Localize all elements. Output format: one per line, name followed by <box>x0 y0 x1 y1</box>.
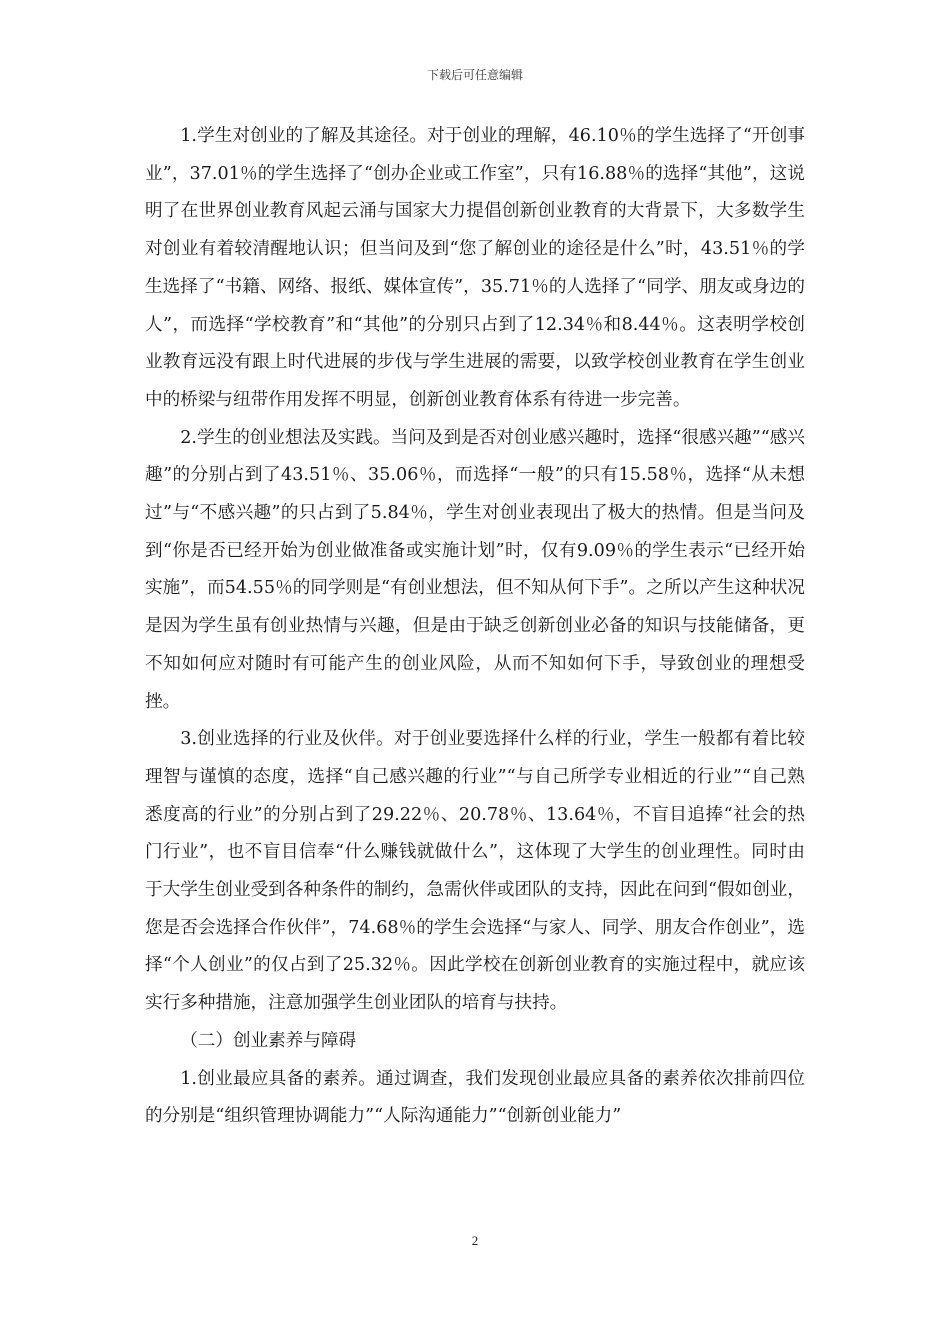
page-number: 2 <box>471 1233 479 1248</box>
page-header: 下载后可任意编辑 <box>426 68 523 82</box>
paragraph-understanding-and-channels: 1.学生对创业的了解及其途径。对于创业的理解，46.10％的学生选择了“开创事业”，37.01％的学生选择了“创办企业或工作室”，只有16.88％的选择“其他”，这说明了在世界创业教育风起云涌与国家大力提倡创新创业教育的大背景下，大多数学生对创业有着较清醒地认识；但当问及到“您了解创业的途径是什么”时，43.51％的学生选择了“书籍、网络、报纸、媒体宣传”，35.71％的人选择了“同学、朋友或身边的人”，而选择“学校教育”和“其他”的分别只占到了12.34％和8.44％。这表明学校创业教育远没有跟上时代进展的步伐与学生进展的需要，以致学校创业教育在学生创业中的桥梁与纽带作用发挥不明显，创新创业教育体系有待进一步完善。 <box>145 126 805 410</box>
section-heading: （二）创业素养与障碍 <box>180 1030 357 1051</box>
paragraph-essential-qualities: 1.创业最应具备的素养。通过调查，我们发现创业最应具备的素养依次排前四位的分别是“组织管理协调能力”“人际沟通能力”“创新创业能力” <box>145 1068 805 1127</box>
body-text <box>145 118 805 1136</box>
paragraph-ideas-and-practice: 2.学生的创业想法及实践。当问及到是否对创业感兴趣时，选择“很感兴趣”“感兴趣”的分别占到了43.51％、35.06％，而选择“一般”的只有15.58％，选择“从未想过”与“不感兴趣”的只占到了5.84％，学生对创业表现出了极大的热情。但是当问及到“你是否已经开始为创业做准备或实施计划”时，仅有9.09％的学生表示“已经开始实施”，而54.55％的同学则是“有创业想法，但不知从何下手”。之所以产生这种状况是因为学生虽有创业热情与兴趣，但是由于缺乏创新创业必备的知识与技能储备，更不知如何应对随时有可能产生的创业风险，从而不知如何下手，导致创业的理想受挫。 <box>145 427 805 712</box>
paragraph-industry-and-partners: 3.创业选择的行业及伙伴。对于创业要选择什么样的行业，学生一般都有着比较理智与谨慎的态度，选择“自己感兴趣的行业”“与自己所学专业相近的行业”“自己熟悉度高的行业”的分别占到了29.22％、20.78％、13.64％，不盲目追捧“社会的热门行业”，也不盲目信奉“什么赚钱就做什么”，这体现了大学生的创业理性。同时由于大学生创业受到各种条件的制约，急需伙伴或团队的支持，因此在问到“假如创业，您是否会选择合作伙伴”，74.68％的学生会选择“与家人、同学、朋友合作创业”，选择“个人创业”的仅占到了25.32％。因此学校在创新创业教育的实施过程中，就应该实行多种措施，注意加强学生创业团队的培育与扶持。 <box>145 729 805 1014</box>
